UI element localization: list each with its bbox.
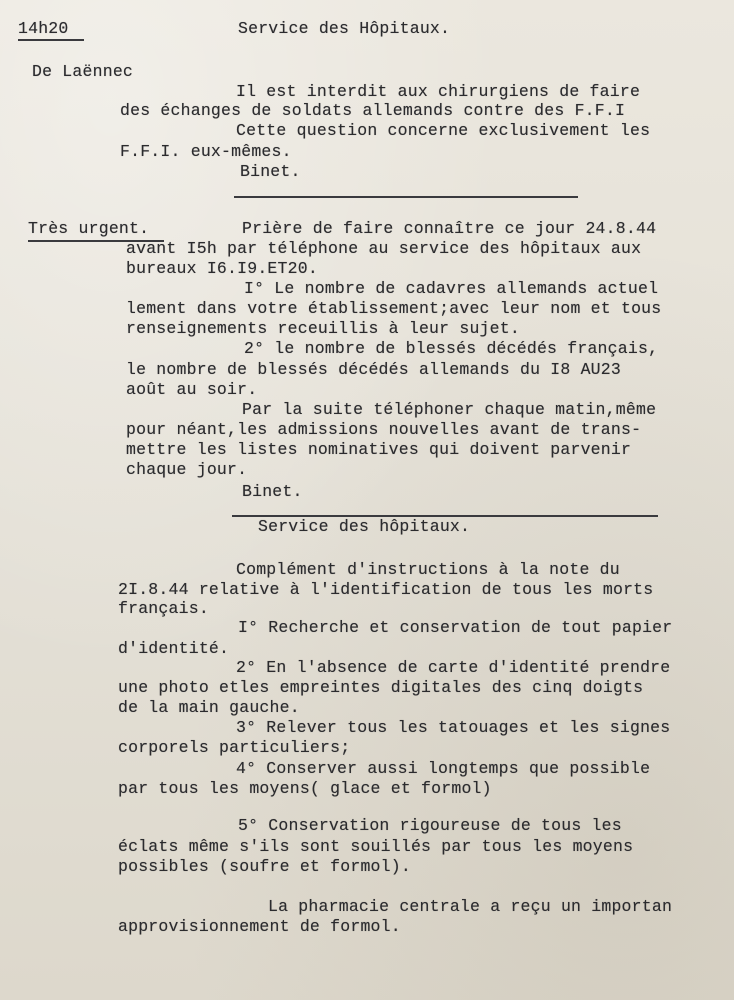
header-title: Service des Hôpitaux.	[238, 19, 451, 38]
section3-line: 3° Relever tous les tatouages et les signes	[236, 718, 671, 737]
section2-line: lement dans votre établissement;avec leur nom et tous	[126, 299, 662, 318]
section1-line: des échanges de soldats allemands contre des F.F.I	[120, 101, 626, 120]
section3-line: par tous les moyens( glace et formol)	[118, 779, 492, 798]
section3-line: français.	[118, 599, 209, 618]
section2-line: 2° le nombre de blessés décédés français,	[244, 339, 659, 358]
section3-line: éclats même s'ils sont souillés par tous les moyens	[118, 837, 634, 856]
section2-signature: Binet.	[242, 482, 303, 501]
section2-line: chaque jour.	[126, 460, 248, 479]
section3-line: I° Recherche et conservation de tout papier	[238, 618, 673, 637]
section2-line: Prière de faire connaître ce jour 24.8.44	[242, 219, 657, 238]
section3-line: 2° En l'absence de carte d'identité prendre	[236, 658, 671, 677]
section1-from: De Laënnec	[32, 62, 134, 81]
header-time: 14h20	[18, 19, 69, 38]
section2-line: avant I5h par téléphone au service des hôpitaux aux	[126, 239, 642, 258]
section3-line: approvisionnement de formol.	[118, 917, 401, 936]
section1-line: Il est interdit aux chirurgiens de faire	[236, 82, 641, 101]
divider-rule	[234, 196, 578, 198]
section2-line: août au soir.	[126, 380, 258, 399]
section3-title: Service des hôpitaux.	[258, 517, 471, 536]
section2-label: Très urgent.	[28, 219, 150, 238]
section3-line: possibles (soufre et formol).	[118, 857, 411, 876]
section1-line: Cette question concerne exclusivement les	[236, 121, 651, 140]
section2-line: pour néant,les admissions nouvelles avant de trans-	[126, 420, 642, 439]
section2-line: Par la suite téléphoner chaque matin,même	[242, 400, 657, 419]
section2-line: mettre les listes nominatives qui doivent parvenir	[126, 440, 632, 459]
section3-line: La pharmacie centrale a reçu un importan	[268, 897, 673, 916]
section3-line: de la main gauche.	[118, 698, 300, 717]
section3-line: 2I.8.44 relative à l'identification de tous les morts	[118, 580, 654, 599]
section1-signature: Binet.	[240, 162, 301, 181]
section2-line: bureaux I6.I9.ET20.	[126, 259, 318, 278]
section3-line: d'identité.	[118, 639, 230, 658]
section1-line: F.F.I. eux-mêmes.	[120, 142, 292, 161]
section2-line: I° Le nombre de cadavres allemands actuel	[244, 279, 659, 298]
section3-line: une photo etles empreintes digitales des cinq doigts	[118, 678, 644, 697]
section2-line: le nombre de blessés décédés allemands du I8 AU23	[126, 360, 621, 379]
section3-line: Complément d'instructions à la note du	[236, 560, 620, 579]
section3-line: 4° Conserver aussi longtemps que possible	[236, 759, 651, 778]
section3-line: 5° Conservation rigoureuse de tous les	[238, 816, 622, 835]
section3-line: corporels particuliers;	[118, 738, 351, 757]
section2-line: renseignements receuillis à leur sujet.	[126, 319, 520, 338]
header-time-underline	[18, 39, 84, 41]
